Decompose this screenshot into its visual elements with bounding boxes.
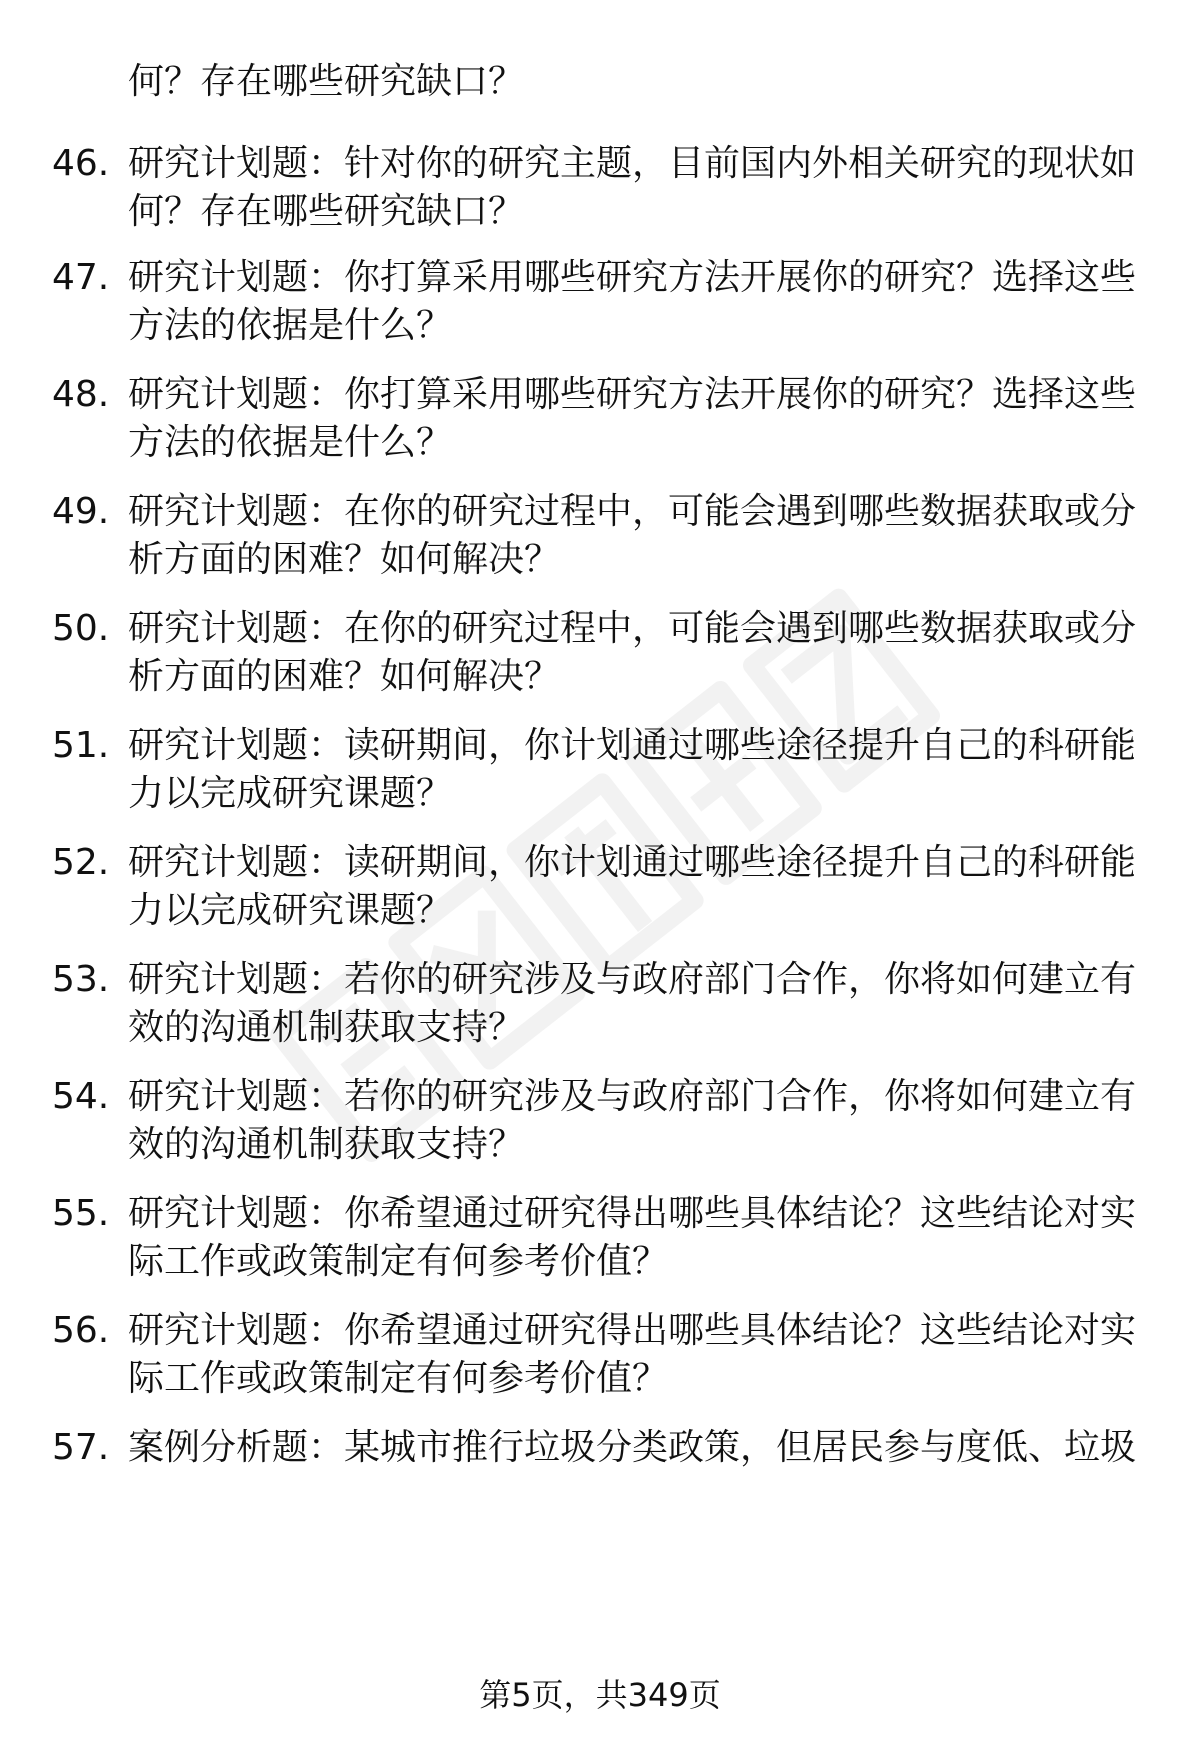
question-number: 57. — [52, 1427, 110, 1468]
question-text: 研究计划题：在你的研究过程中，可能会遇到哪些数据获取或分析方面的困难？如何解决？ — [128, 608, 1137, 697]
question-text: 研究计划题：你希望通过研究得出哪些具体结论？这些结论对实际工作或政策制定有何参考价值？ — [128, 1310, 1137, 1399]
question-number: 52. — [52, 842, 110, 883]
question-number: 49. — [52, 491, 110, 532]
question-text: 研究计划题：你打算采用哪些研究方法开展你的研究？选择这些方法的依据是什么？ — [128, 374, 1137, 463]
question-text: 研究计划题：你希望通过研究得出哪些具体结论？这些结论对实际工作或政策制定有何参考价值？ — [128, 1193, 1137, 1282]
question-text: 研究计划题：若你的研究涉及与政府部门合作，你将如何建立有效的沟通机制获取支持？ — [128, 1076, 1137, 1165]
question-text: 研究计划题：读研期间，你计划通过哪些途径提升自己的科研能力以完成研究课题？ — [128, 725, 1137, 814]
question-text: 研究计划题：你打算采用哪些研究方法开展你的研究？选择这些方法的依据是什么？ — [128, 257, 1137, 346]
question-number: 48. — [52, 374, 110, 415]
question-number: 47. — [52, 257, 110, 298]
question-number: 54. — [52, 1076, 110, 1117]
continued-question-text: 何？存在哪些研究缺口？ — [128, 61, 525, 102]
question-number: 51. — [52, 725, 110, 766]
question-number: 46. — [52, 143, 110, 184]
question-text: 研究计划题：在你的研究过程中，可能会遇到哪些数据获取或分析方面的困难？如何解决？ — [128, 491, 1137, 580]
question-text: 研究计划题：若你的研究涉及与政府部门合作，你将如何建立有效的沟通机制获取支持？ — [128, 959, 1137, 1048]
question-text: 研究计划题：读研期间，你计划通过哪些途径提升自己的科研能力以完成研究课题？ — [128, 842, 1137, 931]
question-text: 研究计划题：针对你的研究主题，目前国内外相关研究的现状如何？存在哪些研究缺口？ — [128, 143, 1137, 232]
question-number: 56. — [52, 1310, 110, 1351]
question-number: 55. — [52, 1193, 110, 1234]
question-number: 53. — [52, 959, 110, 1000]
question-text: 案例分析题：某城市推行垃圾分类政策，但居民参与度低、垃圾 — [128, 1427, 1137, 1468]
page-number: 第5页，共349页 — [479, 1676, 721, 1714]
question-number: 50. — [52, 608, 110, 649]
